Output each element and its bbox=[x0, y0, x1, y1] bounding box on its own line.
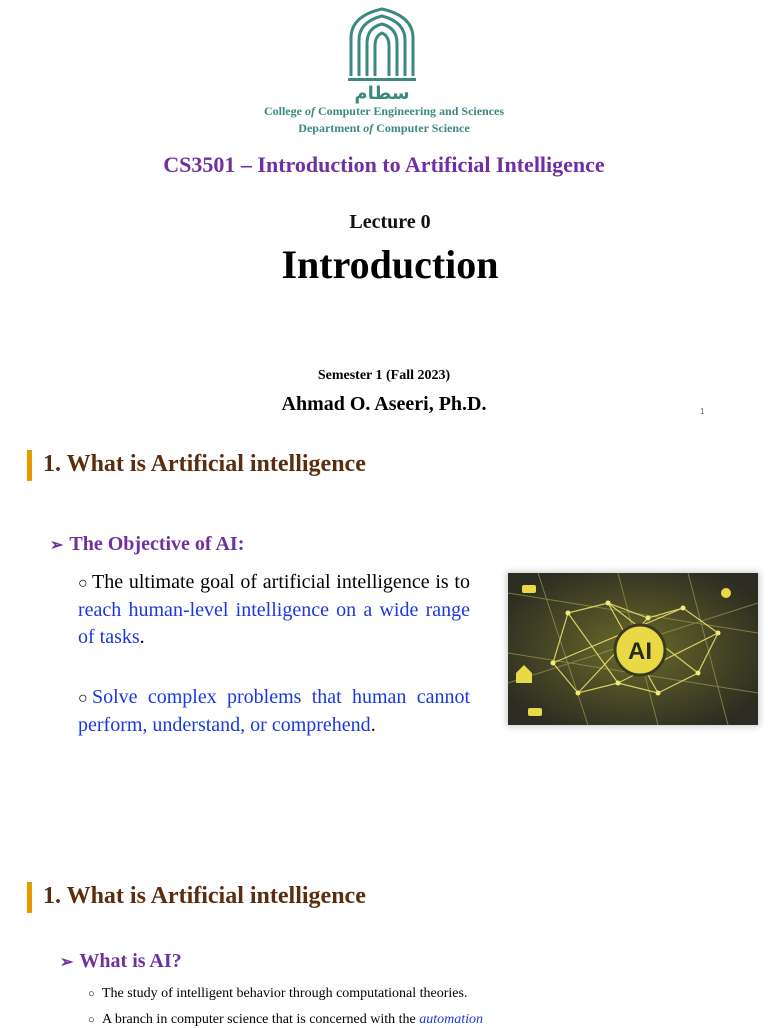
arrow-bullet-icon: ➢ bbox=[60, 954, 74, 971]
ai-badge-label: AI bbox=[628, 638, 652, 665]
logo-wordmark: سطام bbox=[354, 83, 410, 104]
section-accent-bar bbox=[27, 450, 32, 481]
bullet-goal: ○ The ultimate goal of artificial intelligence is to reach human-level intelligence on a wide range of tasks. bbox=[78, 571, 470, 648]
circle-bullet-icon: ○ bbox=[88, 1014, 95, 1026]
section-title: 1. What is Artificial intelligence bbox=[43, 451, 366, 477]
circle-bullet-icon: ○ bbox=[88, 988, 95, 1000]
subheading-what-is-ai: ➢ What is AI? bbox=[60, 950, 182, 972]
university-logo bbox=[345, 6, 419, 104]
section-title-2: 1. What is Artificial intelligence bbox=[43, 883, 366, 909]
section-accent-bar-2 bbox=[27, 882, 32, 913]
circle-bullet-icon: ○ bbox=[78, 575, 88, 592]
author-name: Ahmad O. Aseeri, Ph.D. bbox=[281, 393, 487, 415]
list-item-study: ○ The study of intelligent behavior through computational theories. bbox=[88, 986, 468, 1001]
course-title: CS3501 – Introduction to Artificial Intelligence bbox=[163, 152, 605, 177]
lecture-label: Lecture 0 bbox=[349, 211, 431, 233]
semester-label: Semester 1 (Fall 2023) bbox=[317, 368, 451, 383]
bullet-solve: ○ Solve complex problems that human cannot perform, understand, or comprehend. bbox=[78, 686, 470, 736]
college-name: College of Computer Engineering and Sciences bbox=[263, 104, 505, 118]
arrow-bullet-icon: ➢ bbox=[50, 537, 64, 554]
list-item-branch: ○ A branch in computer science that is concerned with the automation bbox=[88, 1012, 484, 1027]
circle-bullet-icon: ○ bbox=[78, 690, 88, 707]
subheading-objective: ➢ The Objective of AI: bbox=[50, 533, 245, 555]
page-number: 1 bbox=[700, 407, 705, 416]
ai-network-image bbox=[508, 573, 758, 725]
department-name: Department of Computer Science bbox=[298, 121, 470, 135]
lecture-title: Introduction bbox=[281, 242, 499, 287]
